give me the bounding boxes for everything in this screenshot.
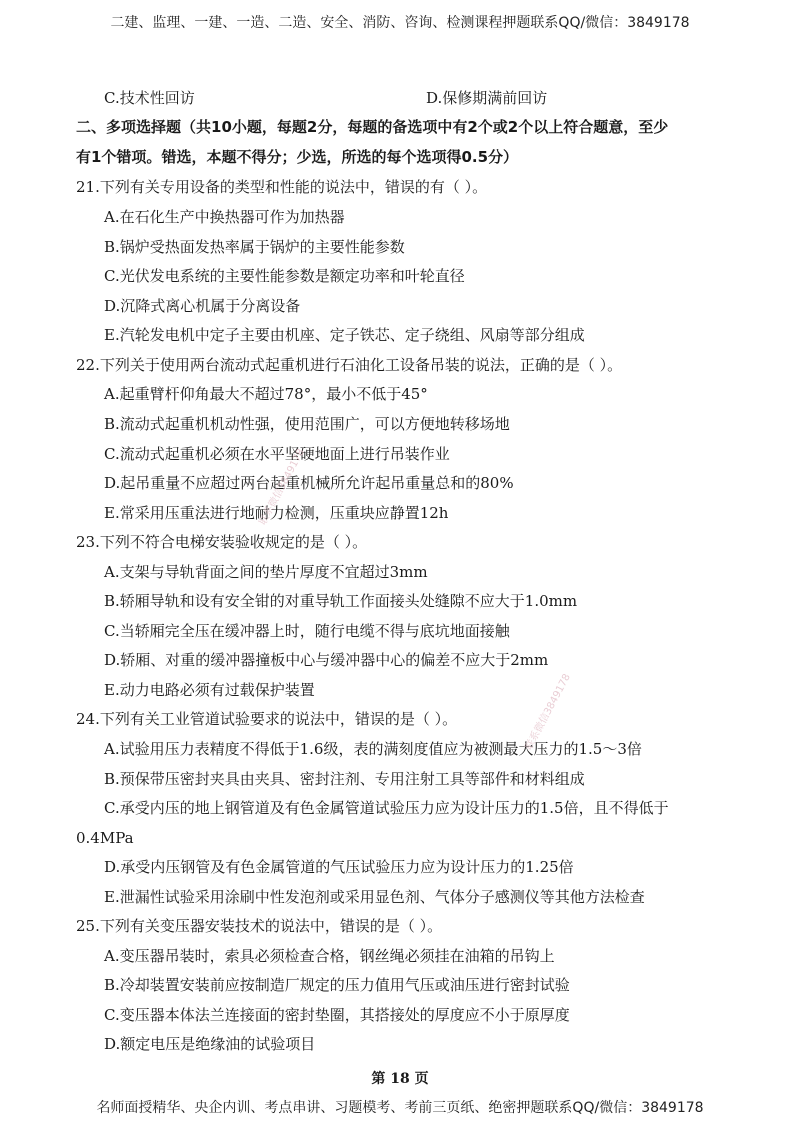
question-22-option-a: A.起重臂杆仰角最大不超过78°，最小不低于45°: [104, 385, 428, 403]
question-25-stem: 25.下列有关变压器安装技术的说法中，错误的是（ ）。: [76, 917, 443, 935]
question-25-option-b: B.冷却装置安装前应按制造厂规定的压力值用气压或油压进行密封试验: [104, 976, 570, 994]
question-23-option-e: E.动力电路必须有过载保护装置: [104, 681, 315, 699]
question-23-option-b: B.轿厢导轨和设有安全钳的对重导轨工作面接头处缝隙不应大于1.0mm: [104, 592, 578, 610]
prev-option-d: D.保修期满前回访: [426, 89, 548, 107]
question-24-option-d: D.承受内压钢管及有色金属管道的气压试验压力应为设计压力的1.25倍: [104, 858, 574, 876]
question-25-option-d: D.额定电压是绝缘油的试验项目: [104, 1035, 316, 1053]
question-21-option-c: C.光伏发电系统的主要性能参数是额定功率和叶轮直径: [104, 267, 465, 285]
question-23-option-a: A.支架与导轨背面之间的垫片厚度不宜超过3mm: [104, 563, 428, 581]
question-24-option-a: A.试验用压力表精度不得低于1.6级，表的满刻度值应为被测最大压力的1.5～3倍: [104, 740, 642, 758]
question-23-option-d: D.轿厢、对重的缓冲器撞板中心与缓冲器中心的偏差不应大于2mm: [104, 651, 549, 669]
question-24-stem: 24.下列有关工业管道试验要求的说法中，错误的是（ ）。: [76, 710, 458, 728]
question-21-stem: 21.下列有关专用设备的类型和性能的说法中，错误的有（ ）。: [76, 178, 488, 196]
page-number: 第 18 页: [371, 1071, 429, 1087]
question-24-option-b: B.预保带压密封夹具由夹具、密封注剂、专用注射工具等部件和材料组成: [104, 770, 585, 788]
question-23-option-c: C.当轿厢完全压在缓冲器上时，随行电缆不得与底坑地面接触: [104, 622, 510, 640]
question-25-option-c: C.变压器本体法兰连接面的密封垫圈，其搭接处的厚度应不小于原厚度: [104, 1006, 570, 1024]
question-21-option-e: E.汽轮发电机中定子主要由机座、定子铁芯、定子绕组、风扇等部分组成: [104, 326, 585, 344]
page-header: 二建、监理、一建、一造、二造、安全、消防、咨询、检测课程押题联系QQ/微信：3849178: [110, 15, 690, 31]
section-heading-line1: 二、多项选择题（共10小题，每题2分，每题的备选项中有2个或2个以上符合题意，至少: [76, 118, 669, 136]
question-24-option-c-line1: C.承受内压的地上钢管道及有色金属管道试验压力应为设计压力的1.5倍，且不得低于: [104, 799, 669, 817]
watermark: 联系微信3849178: [523, 672, 573, 753]
prev-option-c: C.技术性回访: [104, 89, 195, 107]
question-22-option-b: B.流动式起重机机动性强，使用范围广，可以方便地转移场地: [104, 415, 510, 433]
question-21-option-b: B.锅炉受热面发热率属于锅炉的主要性能参数: [104, 238, 405, 256]
question-22-stem: 22.下列关于使用两台流动式起重机进行石油化工设备吊装的说法，正确的是（ ）。: [76, 356, 623, 374]
question-22-option-d: D.起吊重量不应超过两台起重机械所允许起吊重量总和的80%: [104, 474, 514, 492]
watermark: 联系微信3849178: [257, 447, 307, 528]
question-23-stem: 23.下列不符合电梯安装验收规定的是（ ）。: [76, 533, 368, 551]
question-24-option-c-line2: 0.4MPa: [76, 829, 134, 847]
question-25-option-a: A.变压器吊装时，索具必须检查合格，钢丝绳必须挂在油箱的吊钩上: [104, 947, 555, 965]
question-22-option-e: E.常采用压重法进行地耐力检测，压重块应静置12h: [104, 504, 449, 522]
page-footer: 名师面授精华、央企内训、考点串讲、习题模考、考前三页纸、绝密押题联系QQ/微信：3849178: [96, 1100, 704, 1116]
question-22-option-c: C.流动式起重机必须在水平坚硬地面上进行吊装作业: [104, 445, 450, 463]
section-heading-line2: 有1个错项。错选，本题不得分；少选，所选的每个选项得0.5分）: [76, 148, 519, 166]
question-24-option-e: E.泄漏性试验采用涂刷中性发泡剂或采用显色剂、气体分子感测仪等其他方法检查: [104, 888, 645, 906]
question-21-option-d: D.沉降式离心机属于分离设备: [104, 297, 301, 315]
question-21-option-a: A.在石化生产中换热器可作为加热器: [104, 208, 345, 226]
